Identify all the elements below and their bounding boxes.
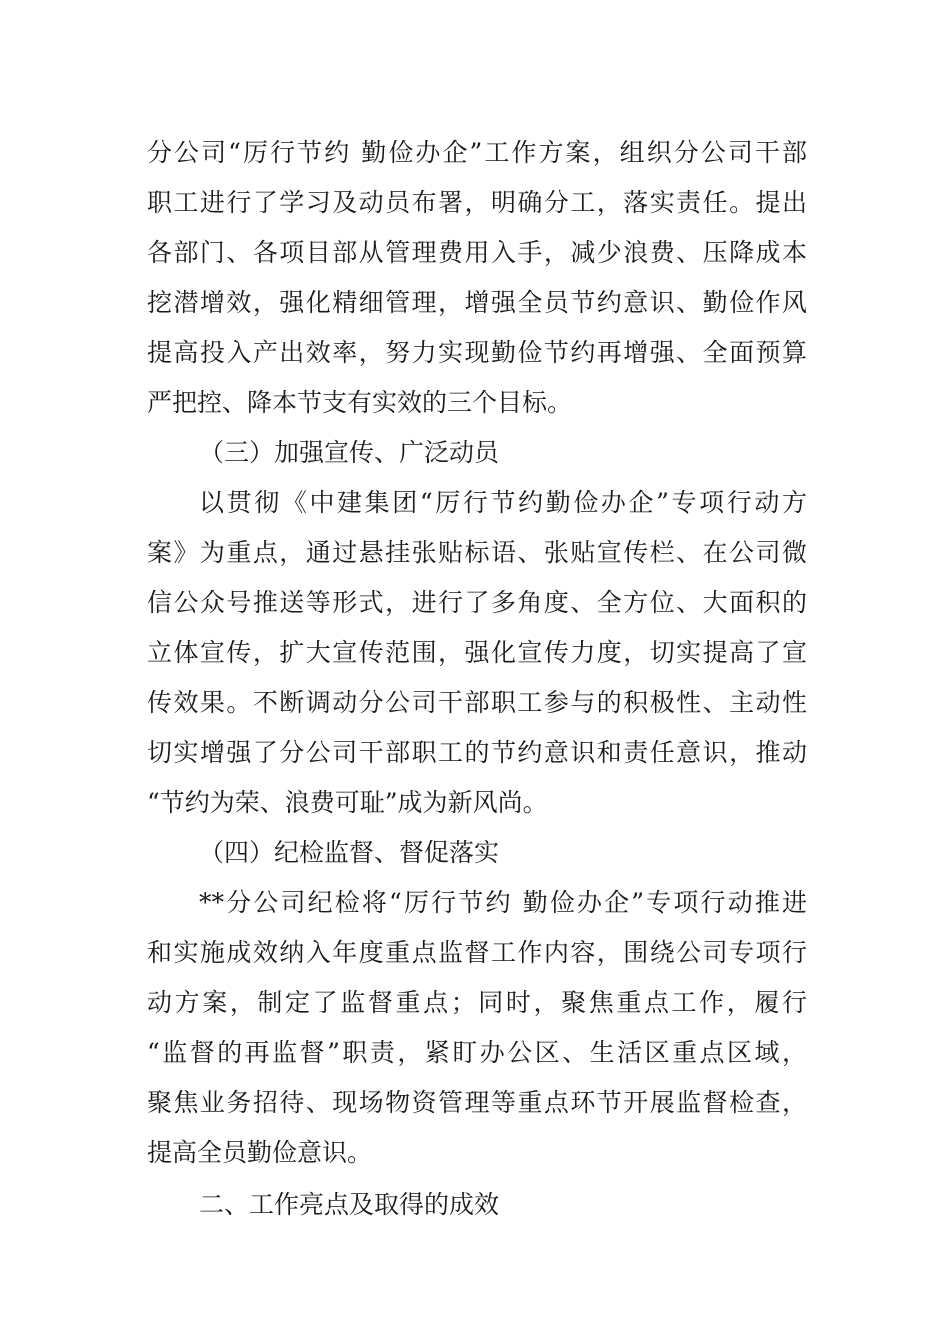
paragraph-2-line-7: “节约为荣、浪费可耻”成为新风尚。: [147, 788, 548, 817]
section-two-title: 二、工作亮点及取得的成效: [199, 1190, 500, 1219]
paragraph-2-line-3: 信公众号推送等形式，进行了多角度、全方位、大面积的: [147, 588, 807, 617]
paragraph-1-line-2: 职工进行了学习及动员布署，明确分工，落实责任。提出: [147, 188, 807, 217]
paragraph-3-line-6: 提高全员勤俭意识。: [147, 1138, 373, 1167]
paragraph-3-line-3: 动方案，制定了监督重点；同时，聚焦重点工作，履行: [147, 988, 807, 1017]
paragraph-2-line-4: 立体宣传，扩大宣传范围，强化宣传力度，切实提高了宣: [147, 638, 807, 667]
paragraph-2-line-2: 案》为重点，通过悬挂张贴标语、张贴宣传栏、在公司微: [147, 538, 807, 567]
paragraph-3-line-1: **分公司纪检将“厉行节约 勤俭办企”专项行动推进: [199, 888, 807, 917]
paragraph-2-line-1: 以贯彻《中建集团“厉行节约勤俭办企”专项行动方: [199, 488, 807, 517]
subheading-four: （四）纪检监督、督促落实: [199, 838, 500, 867]
paragraph-2-line-6: 切实增强了分公司干部职工的节约意识和责任意识，推动: [147, 738, 807, 767]
paragraph-1-line-4: 挖潜增效，强化精细管理，增强全员节约意识、勤俭作风: [147, 288, 807, 317]
paragraph-1-line-5: 提高投入产出效率，努力实现勤俭节约再增强、全面预算: [147, 338, 807, 367]
paragraph-1-line-1: 分公司“厉行节约 勤俭办企”工作方案，组织分公司干部: [147, 138, 807, 167]
paragraph-3-line-5: 聚焦业务招待、现场物资管理等重点环节开展监督检查，: [147, 1088, 807, 1117]
paragraph-3-line-4: “监督的再监督”职责，紧盯办公区、生活区重点区域，: [147, 1038, 807, 1067]
paragraph-2-line-5: 传效果。不断调动分公司干部职工参与的积极性、主动性: [147, 688, 807, 717]
paragraph-3-line-2: 和实施成效纳入年度重点监督工作内容，围绕公司专项行: [147, 938, 807, 967]
paragraph-1-line-6: 严把控、降本节支有实效的三个目标。: [147, 388, 573, 417]
paragraph-1-line-3: 各部门、各项目部从管理费用入手，减少浪费、压降成本: [147, 238, 807, 267]
subheading-three: （三）加强宣传、广泛动员: [199, 438, 500, 467]
